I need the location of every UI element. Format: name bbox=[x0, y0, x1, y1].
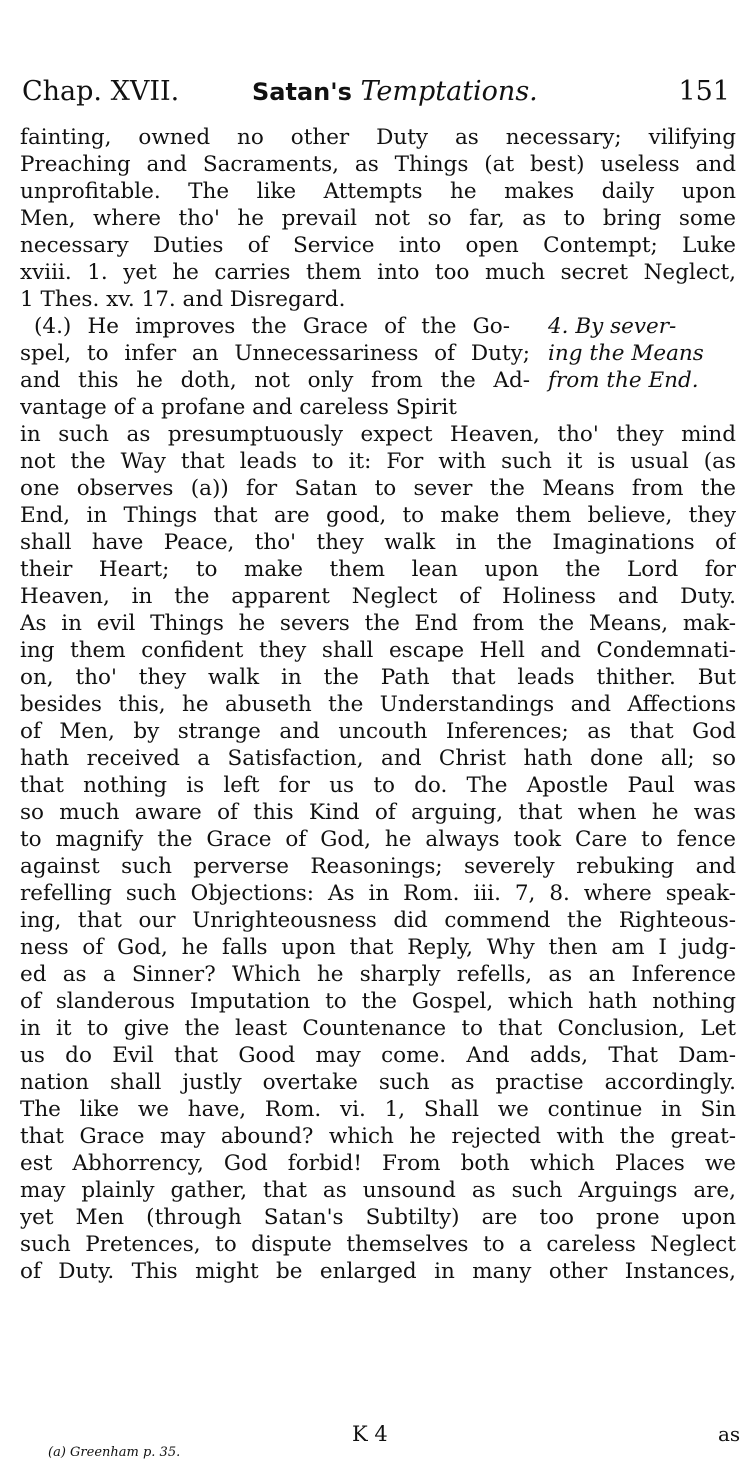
text-line: nation shall justly overtake such as practise accordingly. bbox=[20, 1070, 736, 1095]
text-line: End, in Things that are good, to make them believe, they bbox=[20, 503, 736, 528]
text-line: ness of God, he falls upon that Reply, Why then am I judg- bbox=[20, 935, 736, 960]
text-line: 1 Thes. xv. 17. and Disregard. bbox=[20, 287, 346, 312]
text-line: such Pretences, to dispute themselves to a careless Neglect bbox=[20, 1232, 736, 1257]
text-line: their Heart; to make them lean upon the Lord for bbox=[20, 557, 736, 582]
text-line: of slanderous Imputation to the Gospel, which hath nothing bbox=[20, 989, 736, 1014]
text-line: fainting, owned no other Duty as necessary; vilifying bbox=[20, 125, 736, 150]
text-line: not the Way that leads to it: For with such it is usual (as bbox=[20, 449, 736, 474]
text-line: xviii. 1. yet he carries them into too much secret Neglect, bbox=[20, 260, 736, 285]
text-line: hath received a Satisfaction, and Christ hath done all; so bbox=[20, 746, 736, 771]
running-title-italic: Temptations. bbox=[360, 76, 538, 107]
text-line: ing, that our Unrighteousness did commend the Righteous- bbox=[20, 908, 736, 933]
catchword: as bbox=[718, 1422, 741, 1446]
chapter-label: Chap. XVII. bbox=[22, 76, 180, 107]
text-line: may plainly gather, that as unsound as such Arguings are, bbox=[20, 1178, 736, 1203]
text-line: (4.) He improves the Grace of the Go- bbox=[34, 314, 510, 339]
text-line: that Grace may abound? which he rejected with the great- bbox=[20, 1124, 736, 1149]
text-line: one observes (a)) for Satan to sever the Means from the bbox=[20, 476, 736, 501]
text-line: As in evil Things he severs the End from the Means, mak- bbox=[20, 611, 736, 636]
text-line: in such as presumptuously expect Heaven, tho' they mind bbox=[20, 422, 736, 447]
footnote: (a) Greenham p. 35. bbox=[48, 1445, 181, 1460]
text-line: so much aware of this Kind of arguing, that when he was bbox=[20, 800, 736, 825]
text-line: besides this, he abuseth the Understandings and Affections bbox=[20, 692, 736, 717]
text-line: us do Evil that Good may come. And adds, That Dam- bbox=[20, 1043, 736, 1068]
text-line: ing them confident they shall escape Hell and Condemnati- bbox=[20, 638, 736, 663]
text-line: unprofitable. The like Attempts he makes daily upon bbox=[20, 179, 736, 204]
text-line: necessary Duties of Service into open Contempt; Luke bbox=[20, 233, 736, 258]
running-title-blackletter: Satan's bbox=[252, 78, 352, 106]
text-line: against such perverse Reasonings; severely rebuking and bbox=[20, 854, 736, 879]
text-line: The like we have, Rom. vi. 1, Shall we continue in Sin bbox=[20, 1097, 736, 1122]
text-line: est Abhorrency, God forbid! From both which Places we bbox=[20, 1151, 736, 1176]
text-line: Preaching and Sacraments, as Things (at best) useless and bbox=[20, 152, 736, 177]
signature-mark: K 4 bbox=[352, 1422, 388, 1446]
text-line: yet Men (through Satan's Subtilty) are too prone upon bbox=[20, 1205, 736, 1230]
text-line: spel, to infer an Unnecessariness of Duty; bbox=[20, 341, 530, 366]
running-title bbox=[252, 76, 538, 107]
side-note-line: ing the Means bbox=[548, 341, 704, 366]
text-line: Heaven, in the apparent Neglect of Holiness and Duty. bbox=[20, 584, 736, 609]
text-line: to magnify the Grace of God, he always took Care to fence bbox=[20, 827, 736, 852]
text-line: that nothing is left for us to do. The Apostle Paul was bbox=[20, 773, 736, 798]
page-number: 151 bbox=[678, 76, 730, 107]
text-line: in it to give the least Countenance to that Conclusion, Let bbox=[20, 1016, 736, 1041]
text-line: of Duty. This might be enlarged in many other Instances, bbox=[20, 1259, 736, 1284]
text-line: Men, where tho' he prevail not so far, as to bring some bbox=[20, 206, 736, 231]
text-line: refelling such Objections: As in Rom. iii. 7, 8. where speak- bbox=[20, 881, 736, 906]
text-line: of Men, by strange and uncouth Inferences; as that God bbox=[20, 719, 736, 744]
text-line: shall have Peace, tho' they walk in the Imaginations of bbox=[20, 530, 736, 555]
text-line: on, tho' they walk in the Path that leads thither. But bbox=[20, 665, 736, 690]
text-line: and this he doth, not only from the Ad- bbox=[20, 368, 530, 393]
text-line: vantage of a profane and careless Spirit bbox=[20, 395, 457, 420]
text-line: ed as a Sinner? Which he sharply refells, as an Inference bbox=[20, 962, 736, 987]
side-note-line: 4. By sever- bbox=[548, 314, 677, 339]
running-header bbox=[20, 76, 738, 116]
side-note-line: from the End. bbox=[548, 368, 699, 393]
